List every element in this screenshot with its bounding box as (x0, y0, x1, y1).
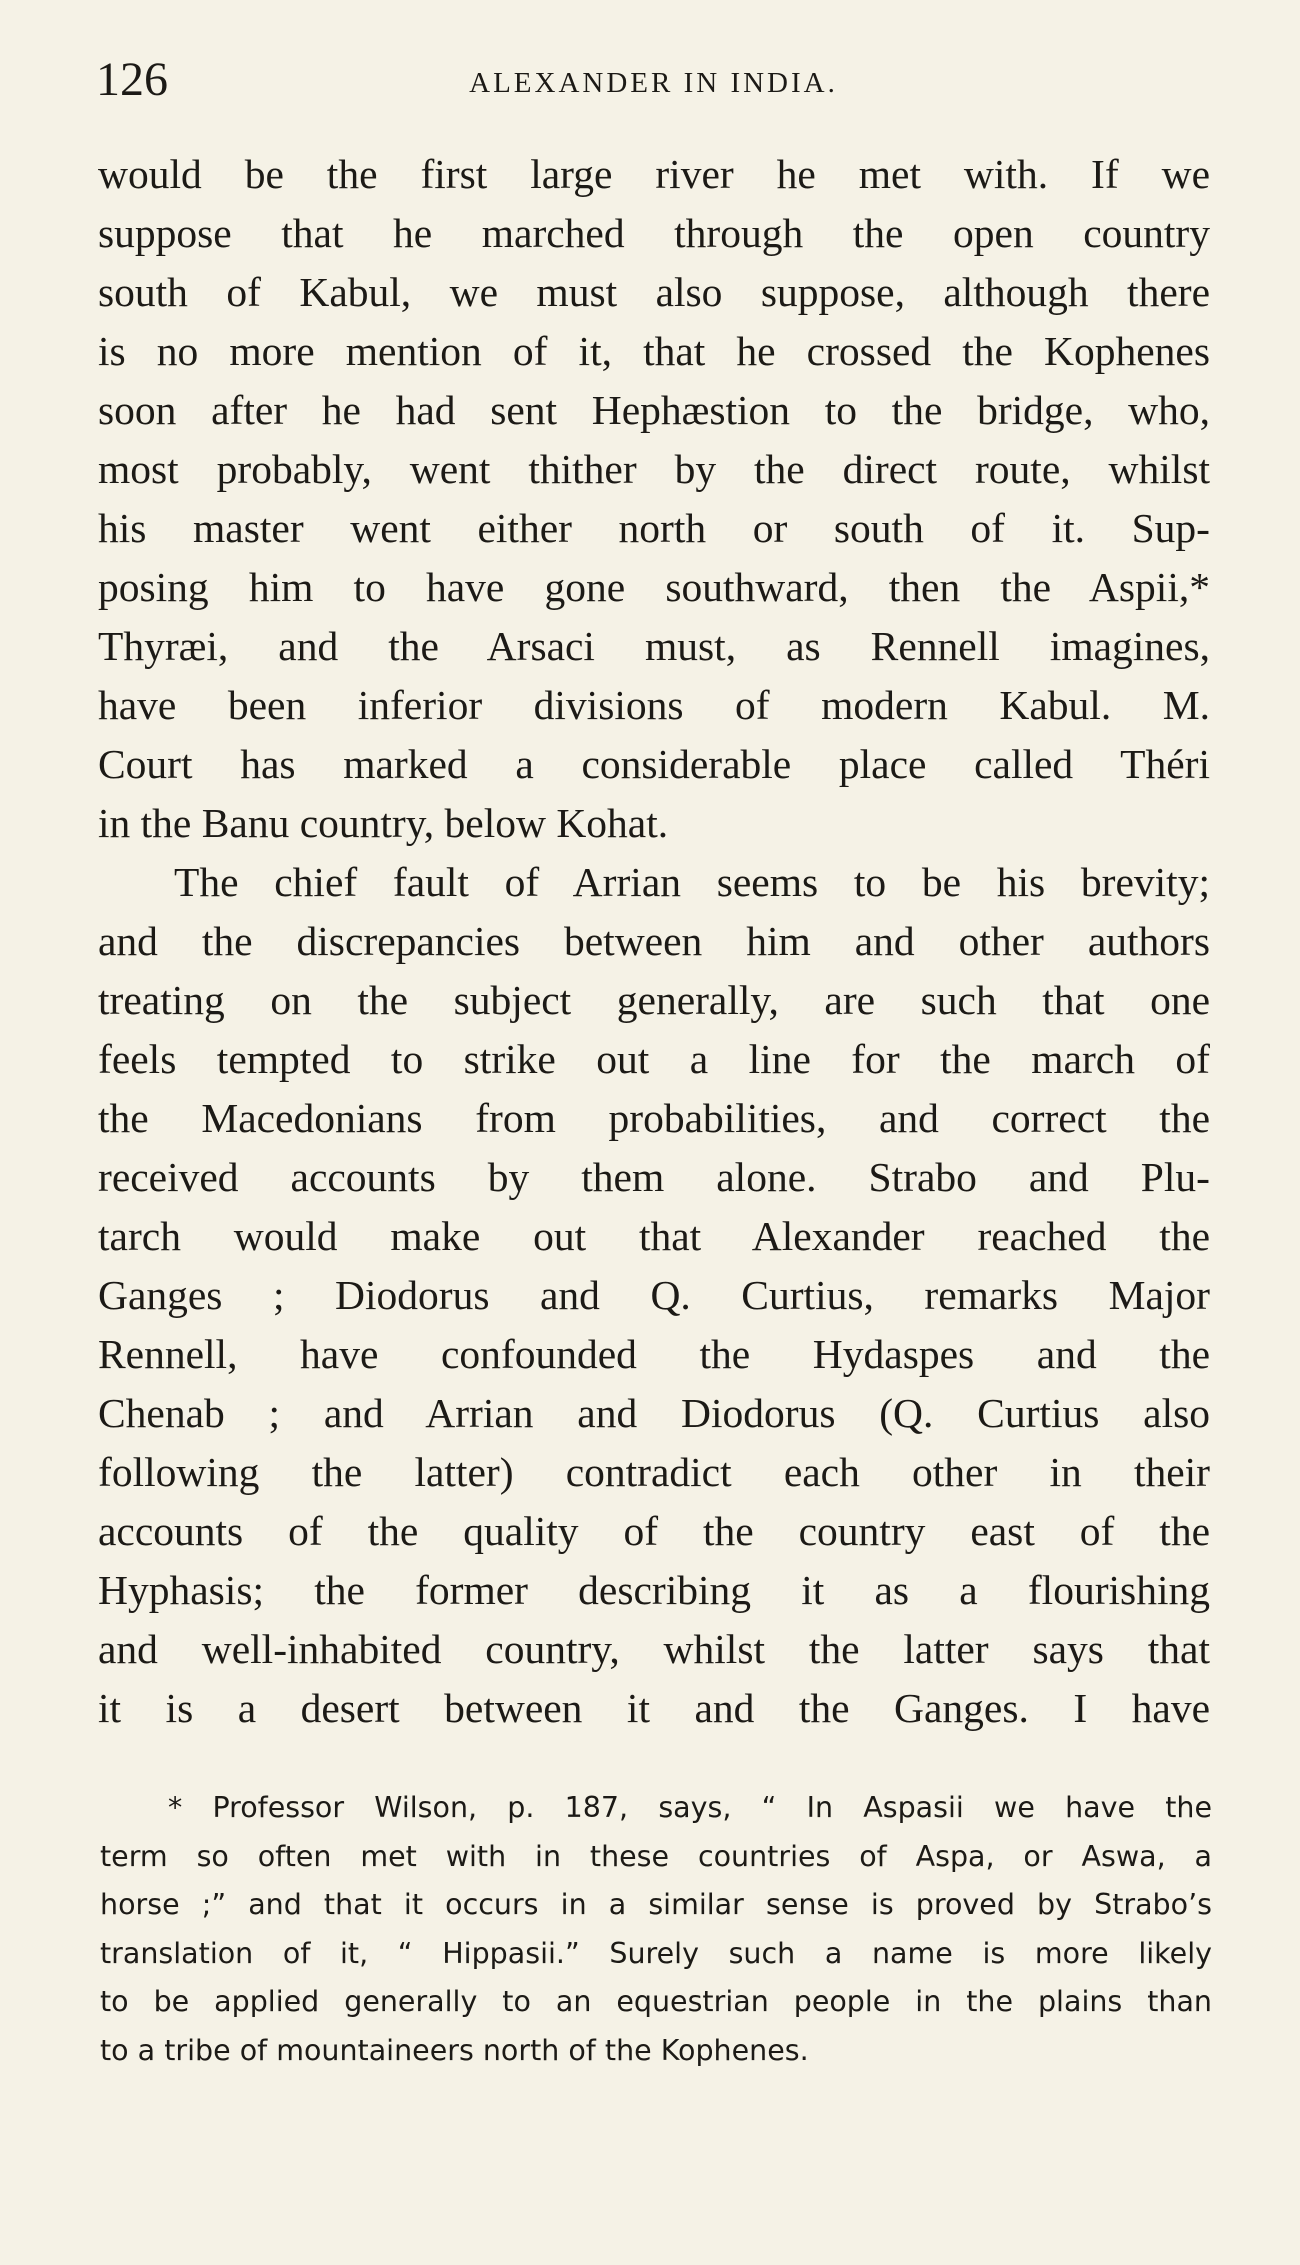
page-number: 126 (96, 53, 168, 106)
text-line: Thyræi, and the Arsaci must, as Rennell imagines, (98, 623, 1210, 669)
footnote-line: term so often met with in these countries of Aspa, or Aswa, a (100, 1839, 1212, 1873)
text-line: following the latter) contradict each other in their (98, 1449, 1210, 1495)
text-line: suppose that he marched through the open country (98, 210, 1210, 256)
text-line: in the Banu country, below Kohat. (98, 800, 669, 846)
footnote-line: to a tribe of mountaineers north of the Kophenes. (100, 2033, 809, 2067)
text-line: and well-inhabited country, whilst the latter says that (98, 1626, 1210, 1672)
text-line-paragraph-start: The chief fault of Arrian seems to be his brevity; (174, 859, 1210, 905)
text-line: Hyphasis; the former describing it as a flourishing (98, 1567, 1210, 1613)
text-line: have been inferior divisions of modern Kabul. M. (98, 682, 1210, 728)
footnote-line: translation of it, “ Hippasii.” Surely such a name is more likely (100, 1936, 1212, 1970)
text-line: Court has marked a considerable place called Théri (98, 741, 1210, 787)
footnote-line: to be applied generally to an equestrian people in the plains than (100, 1985, 1212, 2018)
body-text (98, 145, 1210, 1738)
text-line: his master went either north or south of it. Sup- (98, 505, 1210, 551)
text-line: is no more mention of it, that he crossed the Kophenes (98, 328, 1210, 374)
running-title: ALEXANDER IN INDIA. (469, 67, 838, 99)
running-head (96, 45, 1211, 115)
footnote-line: horse ;” and that it occurs in a similar sense is proved by Strabo’s (100, 1888, 1212, 1921)
text-line: most probably, went thither by the direct route, whilst (98, 446, 1210, 492)
text-line: received accounts by them alone. Strabo and Plu- (98, 1154, 1210, 1200)
text-line: accounts of the quality of the country east of the (98, 1508, 1210, 1554)
text-line: Rennell, have confounded the Hydaspes and the (98, 1331, 1210, 1377)
text-line: would be the first large river he met with. If we (98, 151, 1210, 197)
text-line: and the discrepancies between him and other authors (98, 918, 1210, 964)
text-line: feels tempted to strike out a line for the march of (98, 1036, 1210, 1082)
footnote (100, 1784, 1212, 2075)
text-line: posing him to have gone southward, then the Aspii,* (98, 564, 1210, 610)
text-line: Ganges ; Diodorus and Q. Curtius, remarks Major (98, 1272, 1210, 1318)
text-line: south of Kabul, we must also suppose, although there (98, 269, 1210, 315)
text-line: tarch would make out that Alexander reached the (98, 1213, 1210, 1259)
text-line: soon after he had sent Hephæstion to the bridge, who, (98, 387, 1210, 433)
footnote-line: * Professor Wilson, p. 187, says, “ In Aspasii we have the (168, 1791, 1212, 1824)
text-line: treating on the subject generally, are such that one (98, 977, 1210, 1023)
text-line: Chenab ; and Arrian and Diodorus (Q. Curtius also (98, 1390, 1210, 1436)
text-line: it is a desert between it and the Ganges. I have (98, 1685, 1210, 1731)
text-line: the Macedonians from probabilities, and correct the (98, 1095, 1210, 1141)
